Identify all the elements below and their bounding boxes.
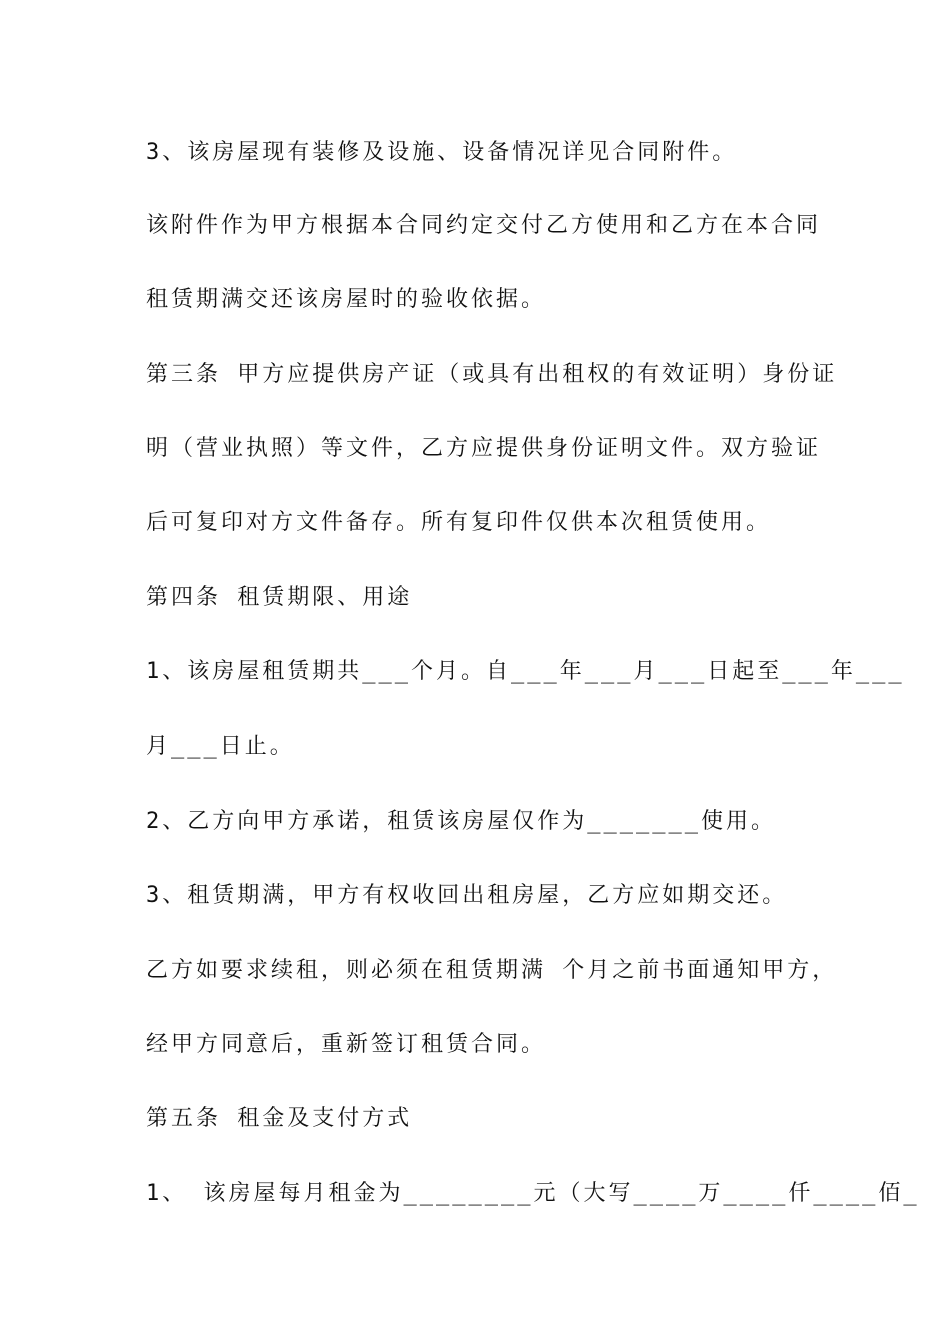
paragraph-line: 2、乙方向甲方承诺，租赁该房屋仅作为_______使用。 — [146, 809, 776, 834]
paragraph-line: 乙方如要求续租，则必须在租赁期满 个月之前书面通知甲方， — [146, 958, 838, 983]
paragraph-line: 明（营业执照）等文件，乙方应提供身份证明文件。双方验证 — [146, 436, 822, 461]
paragraph-line: 3、该房屋现有装修及设施、设备情况详见合同附件。 — [146, 140, 738, 165]
article-5-heading: 第五条 租金及支付方式 — [146, 1106, 413, 1131]
paragraph-line: 3、租赁期满，甲方有权收回出租房屋，乙方应如期交还。 — [146, 883, 788, 908]
paragraph-line: 1、该房屋租赁期共___个月。自___年___月___日起至___年___ — [146, 659, 905, 684]
paragraph-line: 该附件作为甲方根据本合同约定交付乙方使用和乙方在本合同 — [146, 213, 822, 238]
paragraph-line: 1、 该房屋每月租金为________元（大写____万____仟____佰_ — [146, 1181, 920, 1206]
article-3-heading-line: 第三条 甲方应提供房产证（或具有出租权的有效证明）身份证 — [146, 362, 838, 387]
paragraph-line: 后可复印对方文件备存。所有复印件仅供本次租赁使用。 — [146, 510, 772, 535]
paragraph-line: 经甲方同意后，重新签订租赁合同。 — [146, 1032, 547, 1057]
article-4-heading: 第四条 租赁期限、用途 — [146, 585, 413, 610]
paragraph-line: 租赁期满交还该房屋时的验收依据。 — [146, 287, 547, 312]
paragraph-line: 月___日止。 — [146, 734, 295, 759]
